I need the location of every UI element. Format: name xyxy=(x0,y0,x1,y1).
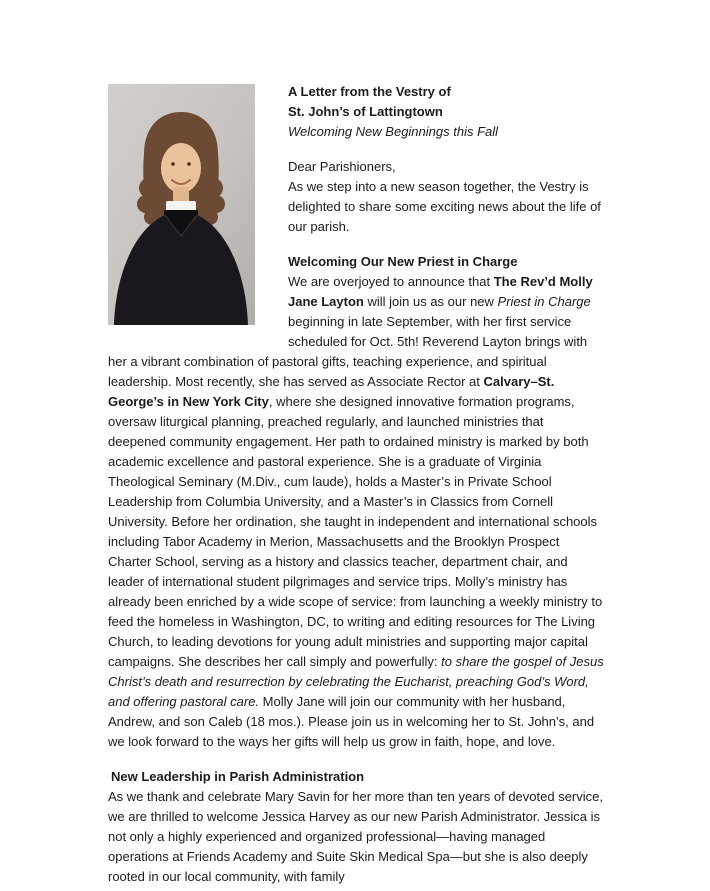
section-heading-admin: New Leadership in Parish Administration xyxy=(111,769,365,784)
section-priest-in-charge xyxy=(108,252,604,752)
hair-curl xyxy=(203,178,223,198)
section-parish-administration xyxy=(108,767,604,887)
text-run: will join us as our new xyxy=(363,294,498,309)
eye xyxy=(171,162,175,166)
letter-subtitle: Welcoming New Beginnings this Fall xyxy=(288,124,499,139)
face xyxy=(161,143,201,193)
section-body-priest xyxy=(108,274,604,749)
text-run: As we thank and celebrate Mary Savin for her more than ten years of devoted service, we are thrilled to welcome Jessica Harvey as our new Parish Administrator. Jessica is not only a highly experienced and organized professional—having managed operations at Friends Academy and Suite Skin Medical Spa—but she is also deeply rooted in our local community, with family xyxy=(108,789,603,884)
intro-text: As we step into a new season together, the Vestry is delighted to share some exciting news about the life of our parish. xyxy=(288,179,601,234)
text-run: We are overjoyed to announce that xyxy=(288,274,494,289)
text-run: beginning in late September, with her first service scheduled for Oct. 5th! Reverend Layton brings with her a vibrant combination of pastoral gifts, teaching experience, and spiritual leadership. Most recently, she has served as Associate Rector at xyxy=(108,314,588,389)
clergy-portrait-photo xyxy=(108,84,255,325)
hair-curl xyxy=(139,178,159,198)
text-run: Molly Jane will join our community with her husband, Andrew, and son Caleb (18 mos.). Please join us in welcoming her to St. John’s, and we look forward to the ways her gifts will help us grow in faith, hope, and love. xyxy=(108,694,595,749)
letter-title-line2: St. John’s of Lattingtown xyxy=(288,104,443,119)
section-heading-priest: Welcoming Our New Priest in Charge xyxy=(288,254,518,269)
text-run: Calvary–St. George’s in New York City xyxy=(108,374,555,409)
eye xyxy=(187,162,191,166)
text-run: , where she designed innovative formation programs, oversaw liturgical planning, preached regularly, and launched ministries that deepened community engagement. Her path to ordained ministry is marked by both academic excellence and pastoral experience. She is a graduate of Virginia Theological Seminary (M.Div., cum laude), holds a Master’s in Private School Leadership from Columbia University, and a Master’s in Classics from Cornell University. Before her ordination, she taught in independent and international schools including Tabor Academy in Merion, Massachusetts and the Brooklyn Prospect Charter School, serving as a history and classics teacher, department chair, and leader of international student pilgrimages and service trips. Molly’s ministry has already been enriched by a wide scope of service: from launching a weekly ministry to feed the homeless in Washington, DC, to writing and editing resources for The Living Church, to leading devotions for young adult ministries and supporting major capital campaigns. She describes her call simply and powerfully: xyxy=(108,394,603,669)
text-run: Priest in Charge xyxy=(497,294,591,309)
letter-title-line1: A Letter from the Vestry of xyxy=(288,84,451,99)
text-run: to share the gospel of Jesus Christ’s death and resurrection by celebrating the Eucharist, preaching God’s Word, and offering pastoral care. xyxy=(108,654,604,709)
section-body-admin xyxy=(108,789,603,884)
salutation: Dear Parishioners, xyxy=(288,159,396,174)
text-run: The Rev’d Molly Jane Layton xyxy=(288,274,593,309)
portrait-image xyxy=(108,84,255,325)
